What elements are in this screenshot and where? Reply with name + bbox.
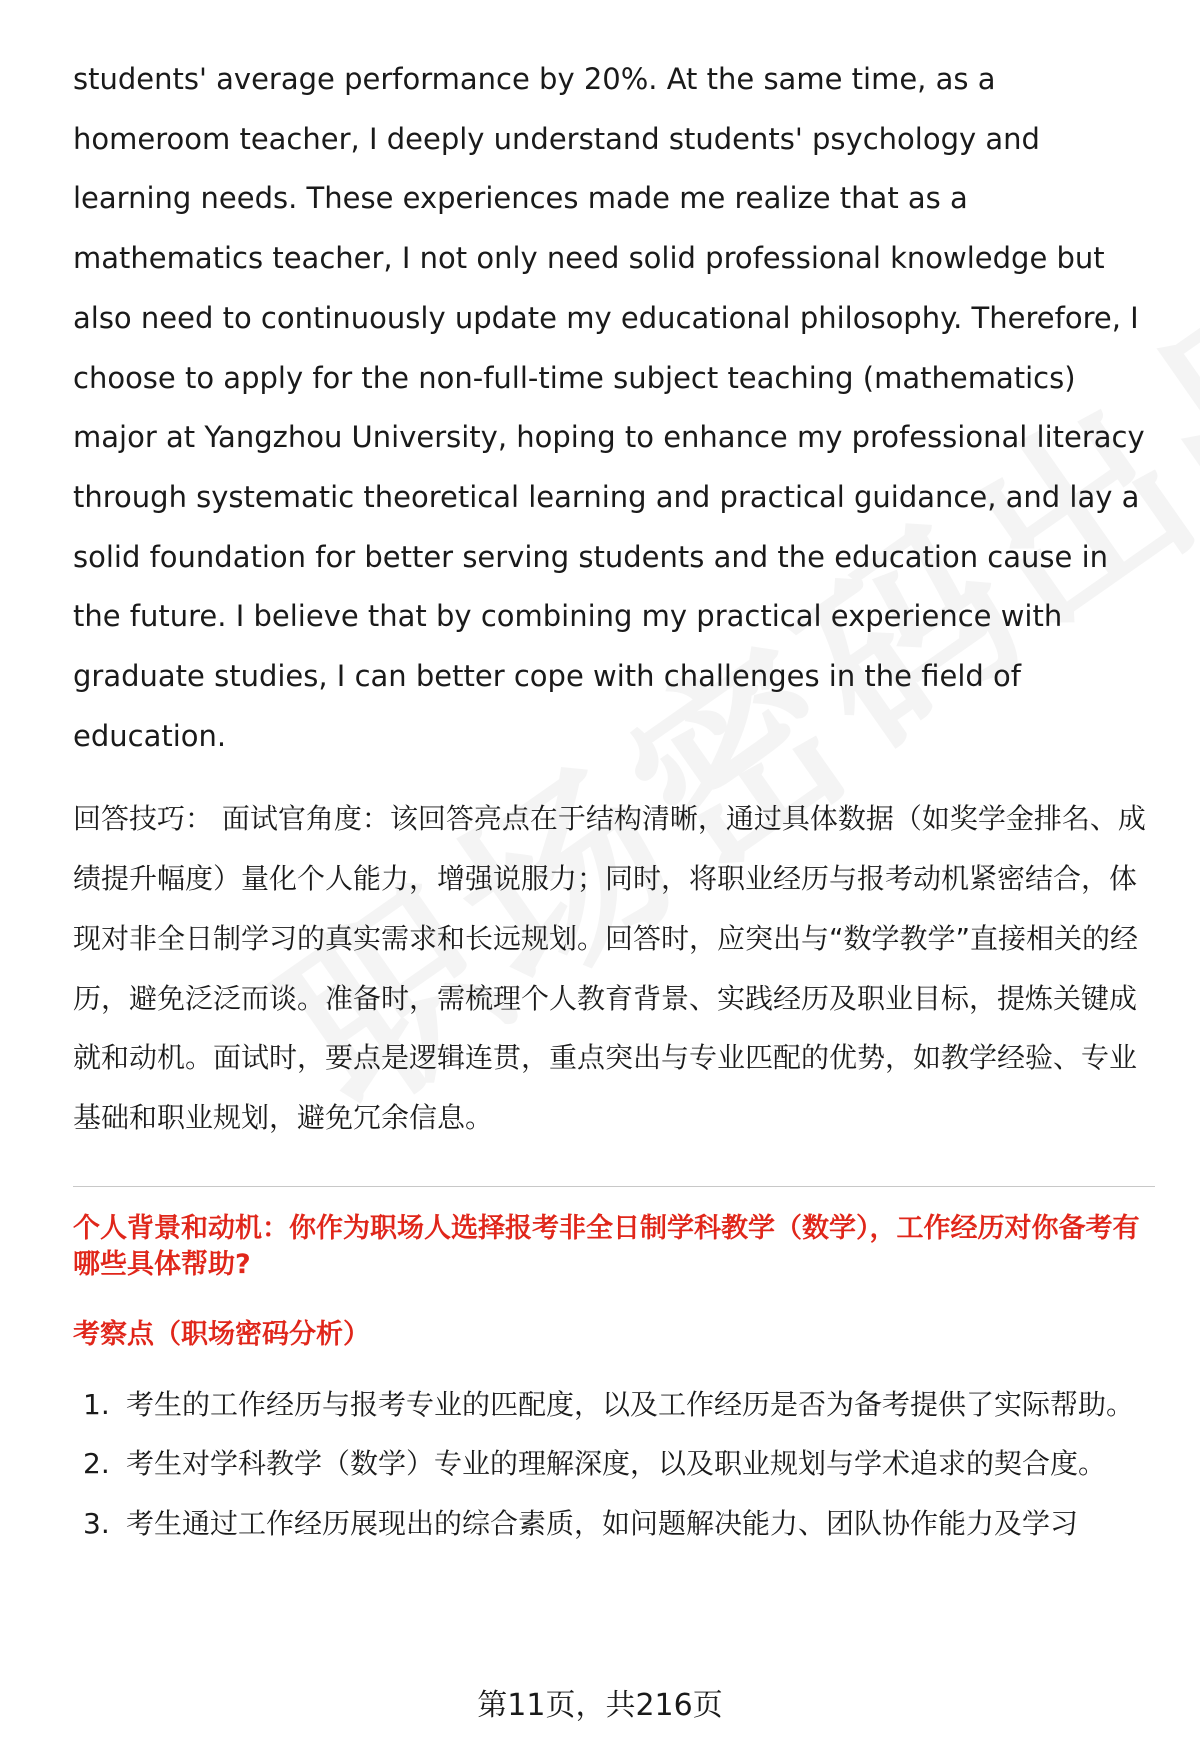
list-item-text: 考生通过工作经历展现出的综合素质，如问题解决能力、团队协作能力及学习 — [126, 1507, 1079, 1541]
list-item-number: 1. — [83, 1387, 110, 1421]
assessment-points-list — [73, 1375, 1155, 1554]
list-item — [73, 1434, 1155, 1494]
section-divider — [73, 1186, 1155, 1187]
assessment-points-heading: 考察点（职场密码分析） — [73, 1318, 370, 1350]
list-item-text: 考生对学科教学（数学）专业的理解深度，以及职业规划与学术追求的契合度。 — [126, 1447, 1107, 1481]
list-item — [73, 1494, 1155, 1554]
list-item-number: 3. — [83, 1507, 110, 1541]
question-heading: 个人背景和动机：你作为职场人选择报考非全日制学科教学（数学），工作经历对你备考有哪些具体帮助? — [73, 1212, 1140, 1280]
answer-tips-paragraph: 回答技巧： 面试官角度：该回答亮点在于结构清晰，通过具体数据（如奖学金排名、成绩提升幅度）量化个人能力，增强说服力；同时，将职业经历与报考动机紧密结合，体现对非全日制学习的真实需求和长远规划。回答时，应突出与“数学教学”直接相关的经历，避免泛泛而谈。准备时，需梳理个人教育背景、实践经历及职业目标，提炼关键成就和动机。面试时，要点是逻辑连贯，重点突出与专业匹配的优势，如教学经验、专业基础和职业规划，避免冗余信息。 — [73, 802, 1146, 1134]
page-number-footer: 第11页，共216页 — [477, 1688, 723, 1723]
page-content — [73, 50, 1155, 1554]
answer-paragraph: students' average performance by 20%. At the same time, as a homeroom teacher, I deeply understand students' psychology and learning needs. These experiences made me realize that as a mathematics teacher, I not only need solid professional knowledge but also need to continuously update my educational philosophy. Therefore, I choose to apply for the non-full-time subject teaching (mathematics) major at Yangzhou University, hoping to enhance my professional literacy through systematic theoretical learning and practical guidance, and lay a solid foundation for better serving students and the education cause in the future. I believe that by combining my practical experience with graduate studies, I can better cope with challenges in the field of education. — [73, 62, 1145, 753]
list-item-text: 考生的工作经历与报考专业的匹配度，以及工作经历是否为备考提供了实际帮助。 — [126, 1387, 1135, 1421]
list-item — [73, 1375, 1155, 1435]
list-item-number: 2. — [83, 1447, 110, 1481]
